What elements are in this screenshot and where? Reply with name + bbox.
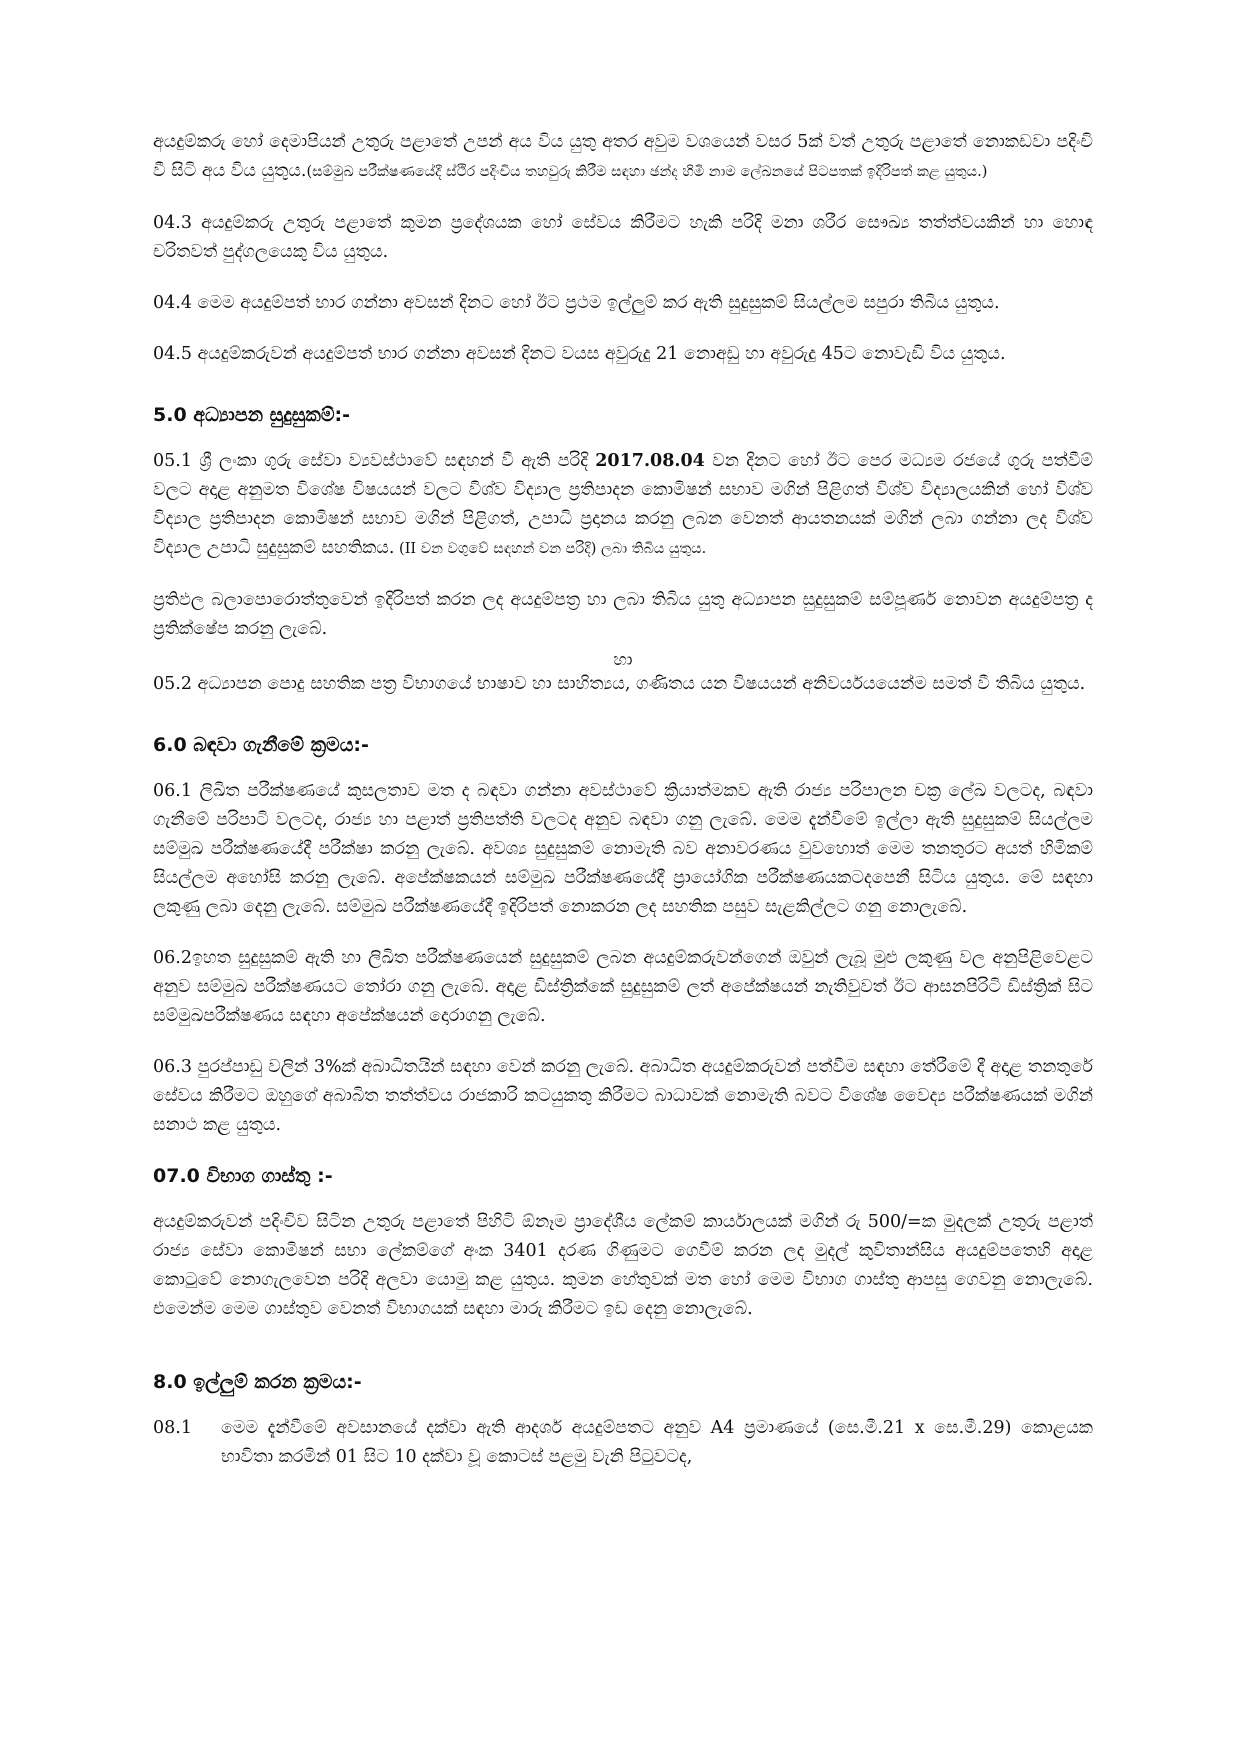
- fees-paragraph: අයදුම්කරුවන් පදිංචිව සිටින උතුරු පළාතේ පිහිටි ඕනෑම ප්‍රාදේශීය ලේකම් කාර්යාලයක් මගින් රු 500/=ක මුදලක් උතුරු පළාත් රාජ්‍ය සේවා කොමිෂන් සභා ලේකම්ගේ අංක 3401 දරණ ගිණුමට ගෙවීම් කරන ලද මුදල් කුවිතාන්සිය අයදුම්පතෙහි අදාළ කොටුවේ නොගැලවෙන පරිදි අලවා යොමු කළ යුතුය. කුමන හේතුවක් මත හෝ මෙම විභාග ගාස්තු ආපසු ගෙවනු නොලැබේ. එමෙන්ම මෙම ගාස්තුව වෙනත් විභාගයක් සඳහා මාරු කිරීමට ඉඩ දෙනු නොලැබේ.: [153, 1212, 1093, 1319]
- section-6-heading: 6.0 බඳවා ගැනීමේ ක්‍රමය:-: [153, 734, 369, 756]
- section-5-heading: 5.0 අධ්‍යාපන සුදුසුකම්:-: [153, 404, 350, 426]
- clause-05-1-pre: 05.1 ශ්‍රී ලංකා ගුරු සේවා ව්‍යවස්ථාවේ සඳහන් වී ඇති පරිදි: [153, 451, 596, 471]
- clause-06-1: 06.1 ලිඛිත පරීක්ෂණයේ කුසලතාව මත ද බඳවා ගන්නා අවස්ථාවේ ක්‍රියාත්මකව ඇති රාජ්‍ය පරිපාලන චක්‍ර ලේඛ වලටද, බඳවා ගැනීමේ පරිපාටි වලටද, රාජ්‍ය හා පළාත් ප්‍රතිපත්ති වලටද අනුව බඳවා ගනු ලැබේ. මෙම දැන්වීමේ ඉල්ලා ඇති සුදුසුකම් සියල්ලම සම්මුඛ පරීක්ෂණයේදී පරීක්ෂා කරනු ලැබේ. අවශ්‍ය සුදුසුකම් නොමැති බව අනාවරණය වුවහොත් මෙම තනතුරට අයත් හිමිකම් සියල්ලම අහෝසි කරනු ලැබේ. අපේක්ෂකයන් සම්මුඛ පරීක්ෂණයේදී ප්‍රායෝගික පරීක්ෂණයකටදපෙනී සිටිය යුතුය. මේ සඳහා ලකුණු ලබා දෙනු ලැබේ. සම්මුඛ පරීක්ෂණයේදී ඉදිරිපත් නොකරන ලද සහතික පසුව සැළකිල්ලට ගනු නොලැබේ.: [153, 781, 1093, 917]
- intro-main-text: අයදුම්කරු හෝ දෙමාපියන් උතුරු පළාතේ උපන් අය විය යුතු අතර අවුම වශයෙන් වසර 5ක් වත් උතුරු පළාතේ නොකඩවා පදිංචි වී සිටි අය විය යුතුය.: [153, 132, 1093, 181]
- section-7-heading: 07.0 විභාග ගාස්තු :-: [153, 1165, 333, 1187]
- and-connector: හා: [613, 650, 633, 670]
- clause-05-1-post: වන දිනට හෝ ඊට පෙර මධ්‍යම රජයේ ගුරු පත්වීම් වලට අදාළ අනුමත විශේෂ විෂයයන් වලට විශ්ව විද්‍යාල ප්‍රතිපාදන කොමිෂන් සභාව මගින් පිළිගත් විශ්ව විද්‍යාලයකින් හෝ විශ්ව විද්‍යාල ප්‍රතිපාදන කොමිෂන් සභාව මගින් පිළිගත්, උපාධි ප්‍රදානය කරනු ලබන වෙනත් ආයතනයක් මගින් ලබා ගන්නා ලද විශ්ව විද්‍යාල උපාධි සුදුසුකම් සහතිකය.: [153, 451, 1093, 558]
- results-paragraph: ප්‍රතිඵල බලාපොරොත්තුවෙන් ඉදිරිපත් කරන ලද අයදුම්පත්‍ර හා ලබා තිබිය යුතු අධ්‍යාපන සුදුසුකම් සම්පූර්ණ නොවන අයදුම්පත්‍ර ද ප්‍රතික්ෂේප කරනු ලැබේ.: [153, 590, 1093, 639]
- clause-08-1: [153, 1414, 1093, 1472]
- intro-small-note: (සම්මුඛ පරීක්ෂණයේදී ස්ථිර පදිංචිය තහවුරු කිරීම සඳහා ඡන්ද හිමි නාම ලේඛනයේ පිටපතක් ඉදිරිපත් කළ යුතුය.): [306, 164, 988, 180]
- clause-06-2: 06.2ඉහත සුදුසුකම් ඇති හා ලිඛිත පරීක්ෂණයෙන් සුදුසුකම් ලබන අයදුම්කරුවන්ගෙන් ඔවුන් ලැබූ මුළු ලකුණු වල අනුපිළිවෙළට අනුව සම්මුඛ පරීක්ෂණයට තෝරා ගනු ලැබේ. අදාළ ඩිස්ත්‍රික්කේ සුදුසුකම් ලත් අපේක්ෂයන් නැතිවුවත් ඊට ආසනපිරිටි ඩිස්ත්‍රික් සිට සම්මුඛපරීක්ෂණය සඳහා අපේක්ෂයන් දොරාගනු ලැබේ.: [153, 948, 1093, 1026]
- clause-05-2: 05.2 අධ්‍යාපන පොදු සහතික පත්‍ර විභාගයේ භාෂාව හා සාහිත්‍යය, ගණිතය යන විෂයයන් අනිවර්යයයෙන්ම සමත් වී තිබිය යුතුය.: [153, 674, 1086, 694]
- intro-paragraph: [153, 128, 1093, 187]
- clause-04-4: 04.4 මෙම අයදුම්පත් භාර ගන්නා අවසන් දිනට හෝ ඊට ප්‍රථම ඉල්ලුම් කර ඇති සුදුසුකම් සියල්ලම සපුරා තිබිය යුතුය.: [153, 293, 1000, 313]
- clause-05-1: [153, 447, 1093, 564]
- clause-04-5: 04.5 අයදුම්කරුවන් අයදුම්පත් භාර ගන්නා අවසන් දිනට වයස අවුරුදු 21 නොඅඩු හා අවුරුදු 45ට නොවැඩි විය යුතුය.: [153, 344, 1006, 364]
- clause-05-1-date: 2017.08.04: [595, 451, 705, 471]
- clause-05-1-note: (II වන වගුවේ සඳහන් වන පරිදි) ලබා තිබිය යුතුය.: [394, 541, 707, 557]
- clause-08-1-number: 08.1: [153, 1418, 192, 1438]
- clause-04-3: 04.3 අයදුම්කරු උතුරු පළාතේ කුමන ප්‍රදේශයක හෝ සේවය කිරීමට හැකි පරිදි මනා ශරීර සෞඛ්‍ය තත්ත්වයකින් හා හොඳ චරිතවත් පුද්ගලයෙකු විය යුතුය.: [153, 213, 1093, 262]
- document-content: [153, 128, 1093, 1472]
- clause-06-3: 06.3 පුරප්පාඩු වලින් 3%ක් අබාධිතයින් සඳහා වෙන් කරනු ලැබේ. අබාධිත අයදුම්කරුවන් පත්වීම සඳහා තේරීමේ දී අදාළ තනතුරේ සේවය කිරීමට ඔහුගේ අබාබිත තත්ත්වය රාජකාරි කටයුකතු කිරීමට බාධාවක් නොමැති බවට විශේෂ වෛද්‍ය පරීක්ෂණයක් මගින් සනාථ කළ යුතුය.: [153, 1057, 1093, 1135]
- section-8-heading: 8.0 ඉල්ලුම් කරන ක්‍රමය:-: [153, 1371, 362, 1393]
- clause-08-1-text: මෙම දැන්වීමේ අවසානයේ දක්වා ඇති ආදර්ශ අයදුම්පතට අනුව A4 ප්‍රමාණයේ (සෙ.මී.21 x සෙ.මී.29) කොළයක භාවිතා කරමින් 01 සිට 10 දක්වා වූ කොටස් පළමු වැනි පිටුවටද,: [221, 1418, 1093, 1467]
